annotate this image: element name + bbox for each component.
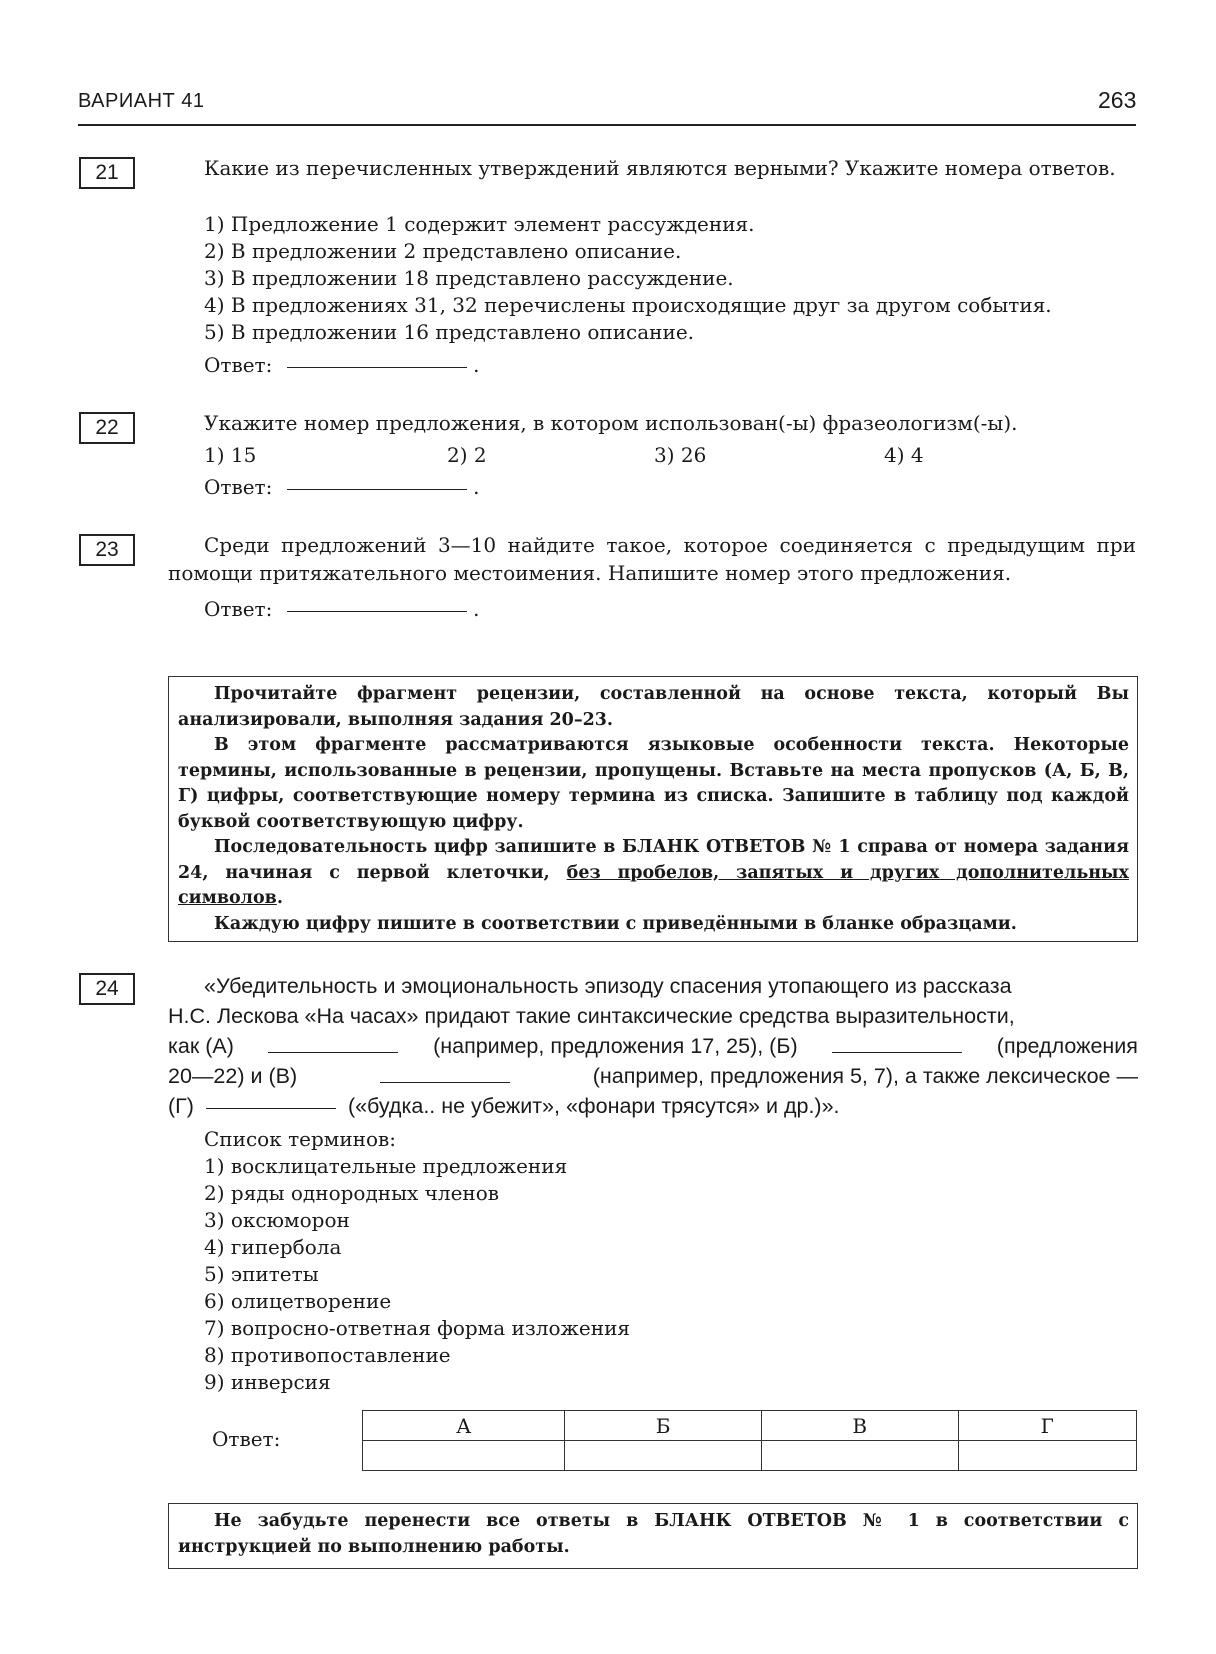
task-21-option: 2) В предложении 2 представлено описание. <box>204 239 682 263</box>
answer-table-header: Г <box>958 1411 1136 1441</box>
instruction-paragraph: Последовательность цифр запишите в БЛАНК ОТВЕТОВ № 1 справа от номера задания 24, начиная с первой клеточки, без пробелов, запятых и других дополнительных символов. <box>178 837 1129 908</box>
review-text-line: (Г) («будка.. не убежит», «фонари трясутся» и др.)». <box>168 1094 840 1118</box>
task-23-question: Среди предложений 3—10 найдите такое, которое соединяется с предыдущим при помощи притяжательного местоимения. Напишите номер этого предложения. <box>168 533 1136 585</box>
answer-cell-B[interactable] <box>565 1441 762 1471</box>
review-text-line: Н.С. Лескова «На часах» придают такие синтаксические средства выразительности, <box>168 1004 1015 1028</box>
answer-blank[interactable] <box>287 610 467 612</box>
term-item: 1) восклицательные предложения <box>204 1154 568 1178</box>
term-item: 2) ряды однородных членов <box>204 1181 500 1205</box>
answer-table-header: В <box>761 1411 958 1441</box>
instruction-box <box>168 676 1138 942</box>
answer-cell-V[interactable] <box>761 1441 958 1471</box>
term-item: 4) гипербола <box>204 1235 342 1259</box>
term-item: 9) инверсия <box>204 1370 331 1394</box>
answer-cell-G[interactable] <box>958 1441 1136 1471</box>
answer-blank[interactable] <box>287 488 467 490</box>
blank-B[interactable] <box>832 1051 962 1053</box>
term-item: 6) олицетворение <box>204 1289 392 1313</box>
term-item: 8) противопоставление <box>204 1343 451 1367</box>
task-number-24: 24 <box>79 973 135 1005</box>
task-21-option: 1) Предложение 1 содержит элемент рассуждения. <box>204 212 755 236</box>
answer-table-header: Б <box>565 1411 762 1441</box>
task-21-answer-line: Ответ: . <box>204 353 480 377</box>
task-22-choice: 4) 4 <box>884 443 924 467</box>
underlined-instruction: без пробелов, запятых и других дополнительных символов <box>178 862 1129 908</box>
answer-label: Ответ: <box>204 353 273 377</box>
reminder-box <box>168 1503 1138 1569</box>
terms-title: Список терминов: <box>204 1127 397 1151</box>
term-item: 5) эпитеты <box>204 1262 319 1286</box>
review-text-line: как (А) (например, предложения 17, 25), (Б) (предложения <box>168 1034 1138 1058</box>
blank-V[interactable] <box>380 1081 510 1083</box>
review-text-line: 20—22) и (В) (например, предложения 5, 7), а также лексическое — <box>168 1064 1138 1088</box>
answer-cell-A[interactable] <box>363 1441 565 1471</box>
instruction-paragraph: Каждую цифру пишите в соответствии с приведёнными в бланке образцами. <box>214 913 1017 934</box>
variant-title: ВАРИАНТ 41 <box>78 90 205 112</box>
blank-G[interactable] <box>206 1107 336 1109</box>
answer-table-input-row <box>363 1441 1137 1471</box>
task-23-answer-line: Ответ: . <box>204 597 480 621</box>
answer-table <box>362 1410 1137 1471</box>
task-21-option: 4) В предложениях 31, 32 перечислены происходящие друг за другом события. <box>204 293 1052 317</box>
instruction-paragraph: В этом фрагменте рассматриваются языковые особенности текста. Некоторые термины, использованные в рецензии, пропущены. Вставьте на места пропусков (А, Б, В, Г) цифры, соответствующие номеру термина из списка. Запишите в таблицу под каждой буквой соответствующую цифру. <box>178 735 1129 832</box>
term-item: 3) оксюморон <box>204 1208 350 1232</box>
task-22-choice: 2) 2 <box>447 443 487 467</box>
task-22-choice: 1) 15 <box>204 443 257 467</box>
instruction-paragraph: Прочитайте фрагмент рецензии, составленной на основе текста, который Вы анализировали, выполняя задания 20–23. <box>178 684 1129 730</box>
reminder-text: Не забудьте перенести все ответы в БЛАНК ОТВЕТОВ № 1 в соответствии с инструкцией по выполнению работы. <box>178 1511 1129 1557</box>
task-21-question: Какие из перечисленных утверждений являются верными? Укажите номера ответов. <box>204 156 1116 180</box>
task-number-22: 22 <box>79 412 135 444</box>
header-divider <box>78 124 1136 126</box>
task-21-option: 5) В предложении 16 представлено описание. <box>204 320 695 344</box>
review-text-line: «Убедительность и эмоциональность эпизоду спасения утопающего из рассказа <box>204 974 1012 998</box>
task-21-option: 3) В предложении 18 представлено рассуждение. <box>204 266 734 290</box>
page-number: 263 <box>1098 87 1137 113</box>
task-number-23: 23 <box>79 534 135 566</box>
answer-label: Ответ: <box>204 597 273 621</box>
answer-table-header: А <box>363 1411 565 1441</box>
blank-A[interactable] <box>268 1051 398 1053</box>
task-22-choice: 3) 26 <box>654 443 707 467</box>
answer-table-header-row <box>363 1411 1137 1441</box>
task-22-answer-line: Ответ: . <box>204 475 480 499</box>
task-22-question: Укажите номер предложения, в котором использован(-ы) фразеологизм(-ы). <box>204 411 1018 435</box>
term-item: 7) вопросно-ответная форма изложения <box>204 1316 631 1340</box>
answer-label: Ответ: <box>204 475 273 499</box>
answer-blank[interactable] <box>287 366 467 368</box>
task-number-21: 21 <box>79 157 135 189</box>
answer-label: Ответ: <box>212 1427 281 1451</box>
